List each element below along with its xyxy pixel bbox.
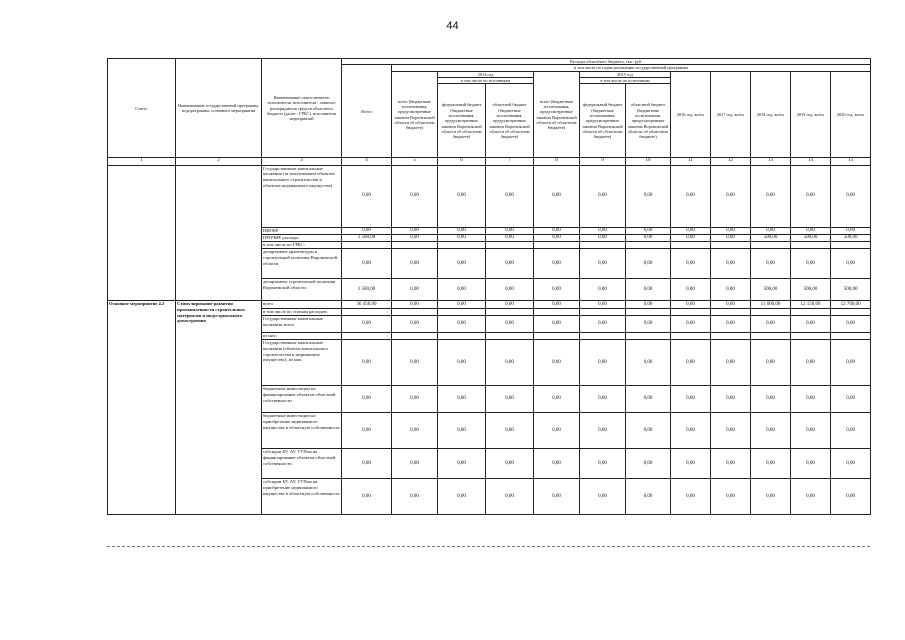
value-cell: 0,00 [392, 249, 438, 279]
value-cell: 0,00 [486, 449, 534, 479]
header-2014-sources: в том числе по источникам [438, 78, 534, 84]
column-number: 11 [671, 158, 711, 165]
event-name: Стимулирование развития промышленности строительных материалов и индустриального домостроения [176, 301, 262, 515]
value-cell: 0,00 [626, 249, 671, 279]
value-cell: 0,00 [626, 340, 671, 386]
header-2014-regional: областной бюджет (бюджетные ассигнования, предусмотренные законом Воронежской области об областном бюджете) [486, 84, 534, 158]
value-cell: 0,00 [534, 301, 580, 309]
value-cell: 0,00 [342, 249, 392, 279]
value-cell: 0,00 [671, 165, 711, 227]
value-cell: 0,00 [671, 301, 711, 309]
value-cell: 0,00 [486, 279, 534, 301]
header-2015-sources: в том числе по источникам [580, 78, 671, 84]
column-number: 15 [831, 158, 871, 165]
value-cell: 0,00 [711, 234, 751, 241]
value-cell: 0,00 [831, 165, 871, 227]
value-cell: 500,00 [751, 234, 791, 241]
row-label: Государственные капитальные вложения (объекты капитального строительства и недвижимое имущество), из них: [262, 340, 342, 386]
header-2014-federal: федеральный бюджет (бюджетные ассигнования, предусмотренные законом Воронежской области об областном бюджете) [438, 84, 486, 158]
value-cell: 0,00 [580, 479, 626, 515]
value-cell: 0,00 [342, 165, 392, 227]
value-cell: 0,00 [342, 316, 392, 333]
value-cell: 0,00 [534, 227, 580, 234]
value-cell [534, 242, 580, 249]
header-2020: 2020 год, всего [831, 71, 871, 158]
table-row [108, 301, 871, 309]
row-label: в том числе по ГРБС: [262, 242, 342, 249]
value-cell: 0,00 [626, 413, 671, 449]
value-cell: 0,00 [534, 234, 580, 241]
row-label: субсидии БУ, АУ, ГУПам на приобретение недвижимого имущества в областную собственность [262, 479, 342, 515]
column-number: 1 [108, 158, 176, 165]
value-cell: 0,00 [534, 165, 580, 227]
value-cell [791, 309, 831, 316]
value-cell: 0,00 [671, 449, 711, 479]
header-2016: 2016 год, всего [671, 71, 711, 158]
header-2015-regional: областной бюджет (бюджетные ассигнования, предусмотренные законом Воронежской области об областном бюджете) [626, 84, 671, 158]
value-cell: 0,00 [580, 316, 626, 333]
value-cell: 0,00 [392, 301, 438, 309]
value-cell: 0,00 [751, 227, 791, 234]
value-cell [486, 309, 534, 316]
value-cell [342, 242, 392, 249]
row-label: департамент архитектуры и строительной политики Воронежской области [262, 249, 342, 279]
header-2014-total: всего (бюджетные ассигнования, предусмотренные законом Воронежской области об областном бюджете) [392, 71, 438, 158]
value-cell [831, 242, 871, 249]
value-cell [438, 309, 486, 316]
row-label: бюджетные инвестиции на финансирование объектов областной собственности [262, 386, 342, 413]
value-cell: 0,00 [626, 316, 671, 333]
value-cell: 0,00 [831, 249, 871, 279]
value-cell: 0,00 [580, 413, 626, 449]
value-cell: 0,00 [711, 301, 751, 309]
value-cell: 0,00 [486, 340, 534, 386]
value-cell: 0,00 [671, 340, 711, 386]
value-cell [671, 309, 711, 316]
value-cell: 0,00 [534, 340, 580, 386]
header-2018: 2018 год, всего [751, 71, 791, 158]
value-cell [580, 309, 626, 316]
value-cell: 0,00 [671, 386, 711, 413]
header-2015: 2015 год [580, 71, 671, 77]
value-cell: 12 150,00 [791, 301, 831, 309]
value-cell: 0,00 [580, 340, 626, 386]
budget-table [107, 58, 871, 515]
header-2014: 2014 год [438, 71, 534, 77]
value-cell [671, 242, 711, 249]
row-label: ПРОЧИЕ расходы [262, 234, 342, 241]
value-cell: 0,00 [751, 413, 791, 449]
value-cell [392, 242, 438, 249]
value-cell: 0,00 [438, 227, 486, 234]
row-label: в том числе по статьям расходов: [262, 309, 342, 316]
value-cell: 0,00 [831, 340, 871, 386]
value-cell: 0,00 [392, 165, 438, 227]
value-cell: 0,00 [626, 479, 671, 515]
value-cell [534, 333, 580, 340]
value-cell: 0,00 [831, 386, 871, 413]
value-cell: 500,00 [831, 234, 871, 241]
value-cell: 0,00 [580, 227, 626, 234]
row-label: департамент строительной политики Воронежской области [262, 279, 342, 301]
column-number: 5 [392, 158, 438, 165]
value-cell: 0,00 [711, 340, 751, 386]
header-program-name: Наименование государственной программы, подпрограммы, основного мероприятия [176, 59, 262, 158]
value-cell: 0,00 [438, 449, 486, 479]
value-cell: 0,00 [711, 316, 751, 333]
value-cell: 0,00 [392, 449, 438, 479]
status-cell-empty [108, 165, 176, 301]
value-cell: 0,00 [791, 340, 831, 386]
value-cell: 0,00 [438, 316, 486, 333]
value-cell [438, 333, 486, 340]
header-expenses: Расходы областного бюджета, тыс. руб. [342, 59, 871, 65]
value-cell [791, 242, 831, 249]
value-cell [626, 309, 671, 316]
value-cell: 0,00 [486, 234, 534, 241]
value-cell: 0,00 [580, 301, 626, 309]
row-label: Государственные капитальные вложения, всего [262, 316, 342, 333]
value-cell: 0,00 [791, 227, 831, 234]
value-cell: 0,00 [671, 249, 711, 279]
value-cell: 0,00 [438, 165, 486, 227]
value-cell: 0,00 [751, 386, 791, 413]
value-cell [751, 333, 791, 340]
value-cell: 0,00 [342, 227, 392, 234]
previous-event-rows [108, 165, 871, 301]
value-cell: 0,00 [626, 449, 671, 479]
value-cell: 0,00 [486, 249, 534, 279]
value-cell: 0,00 [534, 479, 580, 515]
value-cell [392, 309, 438, 316]
value-cell: 0,00 [711, 479, 751, 515]
row-label: из них: [262, 333, 342, 340]
value-cell: 0,00 [711, 449, 751, 479]
value-cell: 11 600,00 [751, 301, 791, 309]
value-cell: 0,00 [342, 449, 392, 479]
value-cell [831, 309, 871, 316]
value-cell: 0,00 [671, 413, 711, 449]
value-cell: 0,00 [534, 316, 580, 333]
value-cell [486, 242, 534, 249]
value-cell: 0,00 [751, 340, 791, 386]
column-number: 6 [438, 158, 486, 165]
row-label: всего [262, 301, 342, 309]
value-cell: 500,00 [791, 279, 831, 301]
value-cell: 0,00 [751, 249, 791, 279]
value-cell: 0,00 [486, 165, 534, 227]
value-cell: 0,00 [438, 386, 486, 413]
column-number: 13 [751, 158, 791, 165]
page-bottom-rule [107, 546, 870, 547]
value-cell: 0,00 [438, 301, 486, 309]
value-cell: 0,00 [626, 279, 671, 301]
value-cell: 0,00 [392, 386, 438, 413]
value-cell: 0,00 [438, 279, 486, 301]
column-number: 9 [580, 158, 626, 165]
header-executor: Наименование ответственного исполнителя, исполнителя - главного распорядителя средств областного бюджета (далее - ГРБС), исполнителя мероприятий [262, 59, 342, 158]
value-cell: 36 450,00 [342, 301, 392, 309]
value-cell: 0,00 [791, 449, 831, 479]
value-cell: 0,00 [534, 413, 580, 449]
value-cell [671, 333, 711, 340]
value-cell: 0,00 [392, 340, 438, 386]
value-cell [438, 242, 486, 249]
value-cell: 0,00 [486, 301, 534, 309]
value-cell [791, 333, 831, 340]
value-cell [711, 333, 751, 340]
column-number: 3 [262, 158, 342, 165]
value-cell: 1 500,00 [342, 234, 392, 241]
value-cell: 0,00 [711, 227, 751, 234]
value-cell [342, 309, 392, 316]
column-number: 14 [791, 158, 831, 165]
row-label: Государственные капитальные вложения (за исключением объектов капитального строительства и объектов недвижимого имущества) [262, 165, 342, 227]
value-cell: 0,00 [751, 165, 791, 227]
value-cell: 0,00 [392, 279, 438, 301]
header-2017: 2017 год, всего [711, 71, 751, 158]
value-cell: 1 500,00 [342, 279, 392, 301]
value-cell: 0,00 [671, 227, 711, 234]
value-cell: 0,00 [791, 316, 831, 333]
program-cell-empty [176, 165, 262, 301]
value-cell: 0,00 [791, 479, 831, 515]
value-cell [711, 242, 751, 249]
value-cell: 0,00 [751, 479, 791, 515]
column-number: 4 [342, 158, 392, 165]
value-cell: 0,00 [438, 340, 486, 386]
value-cell [626, 333, 671, 340]
value-cell: 0,00 [671, 234, 711, 241]
value-cell: 0,00 [791, 413, 831, 449]
value-cell: 0,00 [342, 386, 392, 413]
value-cell [342, 333, 392, 340]
header-total: Всего [342, 65, 392, 158]
value-cell: 0,00 [671, 479, 711, 515]
value-cell: 0,00 [392, 316, 438, 333]
value-cell [580, 333, 626, 340]
table-row [108, 165, 871, 227]
value-cell: 12 700,00 [831, 301, 871, 309]
row-label: бюджетные инвестиции на приобретение недвижимого имущества в областную собственность [262, 413, 342, 449]
value-cell: 0,00 [626, 386, 671, 413]
value-cell: 500,00 [831, 279, 871, 301]
value-cell: 0,00 [486, 227, 534, 234]
value-cell: 0,00 [831, 449, 871, 479]
value-cell: 0,00 [711, 386, 751, 413]
value-cell: 0,00 [392, 227, 438, 234]
value-cell: 0,00 [392, 413, 438, 449]
value-cell: 0,00 [534, 249, 580, 279]
value-cell: 0,00 [486, 386, 534, 413]
value-cell: 0,00 [342, 479, 392, 515]
column-number: 7 [486, 158, 534, 165]
value-cell: 0,00 [534, 386, 580, 413]
value-cell [534, 309, 580, 316]
value-cell: 0,00 [751, 316, 791, 333]
value-cell: 0,00 [534, 279, 580, 301]
column-number: 2 [176, 158, 262, 165]
page-number: 44 [446, 20, 459, 32]
value-cell: 0,00 [438, 249, 486, 279]
value-cell: 0,00 [831, 413, 871, 449]
value-cell [751, 242, 791, 249]
value-cell: 0,00 [626, 227, 671, 234]
value-cell: 0,00 [791, 165, 831, 227]
value-cell [392, 333, 438, 340]
value-cell: 0,00 [626, 165, 671, 227]
value-cell: 0,00 [791, 249, 831, 279]
value-cell: 0,00 [392, 234, 438, 241]
value-cell: 0,00 [342, 340, 392, 386]
header-2015-total: всего (бюджетные ассигнования, предусмотренные законом Воронежской области об областном бюджете) [534, 71, 580, 158]
value-cell: 0,00 [671, 279, 711, 301]
value-cell: 0,00 [580, 279, 626, 301]
value-cell: 0,00 [580, 165, 626, 227]
value-cell: 0,00 [791, 386, 831, 413]
value-cell: 0,00 [626, 301, 671, 309]
value-cell: 0,00 [831, 316, 871, 333]
value-cell: 0,00 [626, 234, 671, 241]
value-cell: 0,00 [438, 413, 486, 449]
value-cell: 0,00 [486, 479, 534, 515]
column-number: 10 [626, 158, 671, 165]
value-cell [580, 242, 626, 249]
value-cell: 0,00 [486, 316, 534, 333]
value-cell [626, 242, 671, 249]
value-cell: 0,00 [438, 479, 486, 515]
event-code: Основное мероприятие 4.2 [108, 301, 176, 515]
value-cell: 500,00 [751, 279, 791, 301]
value-cell: 0,00 [486, 413, 534, 449]
row-label: субсидии БУ, АУ, ГУПам на финансирование объектов областной собственности [262, 449, 342, 479]
value-cell [751, 309, 791, 316]
value-cell: 0,00 [831, 227, 871, 234]
value-cell: 0,00 [580, 386, 626, 413]
value-cell: 0,00 [711, 249, 751, 279]
value-cell [711, 309, 751, 316]
value-cell: 0,00 [831, 479, 871, 515]
event-4-2-rows [108, 301, 871, 515]
value-cell: 0,00 [580, 234, 626, 241]
value-cell: 0,00 [711, 165, 751, 227]
value-cell: 0,00 [534, 449, 580, 479]
value-cell: 0,00 [438, 234, 486, 241]
value-cell: 500,00 [791, 234, 831, 241]
column-numbers-row [108, 158, 871, 165]
header-2015-federal: федеральный бюджет (бюджетные ассигнования, предусмотренные законом Воронежской области об областном бюджете) [580, 84, 626, 158]
value-cell: 0,00 [751, 449, 791, 479]
value-cell: 0,00 [671, 316, 711, 333]
value-cell [486, 333, 534, 340]
column-number: 8 [534, 158, 580, 165]
column-number: 12 [711, 158, 751, 165]
header-2019: 2019 год, всего [791, 71, 831, 158]
value-cell: 0,00 [711, 413, 751, 449]
value-cell: 0,00 [711, 279, 751, 301]
value-cell: 0,00 [580, 449, 626, 479]
value-cell: 0,00 [580, 249, 626, 279]
header-status: Статус [108, 59, 176, 158]
value-cell: 0,00 [342, 413, 392, 449]
row-label: НИОКР [262, 227, 342, 234]
value-cell [831, 333, 871, 340]
value-cell: 0,00 [392, 479, 438, 515]
header-by-years: в том числе по годам реализации государственной программы [392, 65, 871, 71]
